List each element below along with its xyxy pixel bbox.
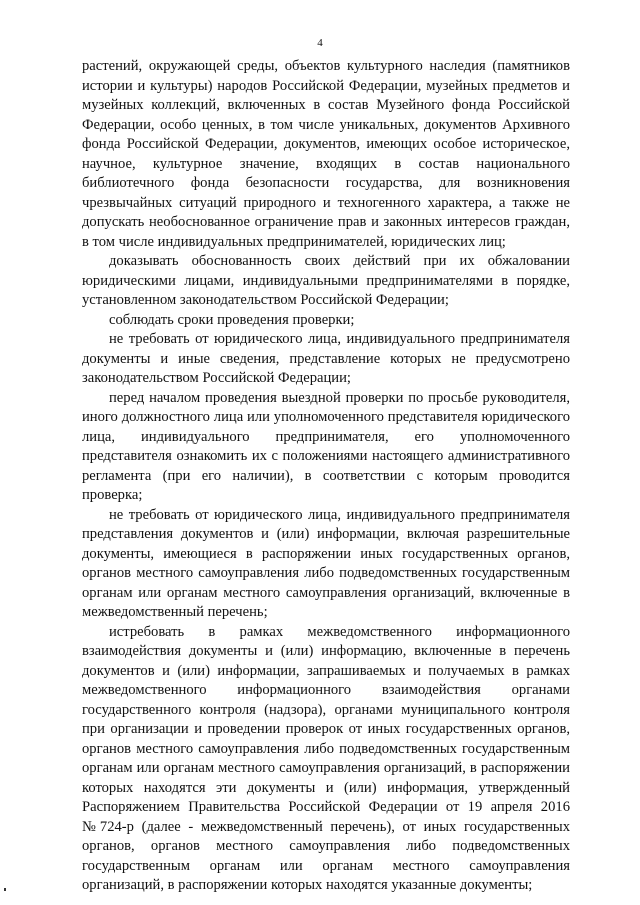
paragraph-inspection-deadlines: соблюдать сроки проведения проверки; [109, 311, 355, 328]
scan-artifact [4, 888, 6, 891]
paragraph-continuation: растений, окружающей среды, объектов культурного наследия (памятников истории и культуры) народов Российской Федерации, музейных предметов и музейных коллекций, включенных в состав Музейного фонда Российской Федерации, особо ценных, в том числе уникальных, документов Архивного фонда Российской Федерации, документов, имеющих особое историческое, научное, культурное значение, входящих в состав национального библиотечного фонда безопасности государства, для возникновения чрезвычайных ситуаций природного и техногенного характера, а также не допускать необоснованное ограничение прав и законных интересов граждан, в том числе индивидуальных предпринимателей, юридических лиц; [82, 58, 570, 250]
paragraph-justify-actions: доказывать обоснованность своих действий при их обжаловании юридическими лицами, индивидуальными предпринимателями в порядке, установленном законодательством Российской Федерации; [82, 253, 570, 308]
page-number: 4 [317, 37, 323, 49]
paragraph-familiarize-regulation: перед началом проведения выездной проверки по просьбе руководителя, иного должностного лица или уполномоченного представителя юридического лица, индивидуального предпринимателя, его уполномоченного представителя ознакомить их с положениями настоящего административного регламента (при его наличии), в соответствии с которым проводится проверка; [82, 389, 570, 503]
paragraph-no-extra-documents: не требовать от юридического лица, индивидуального предпринимателя документы и иные сведения, представление которых не предусмотрено законодательством Российской Федерации; [82, 331, 570, 386]
document-body [82, 57, 570, 896]
paragraph-no-interagency-documents: не требовать от юридического лица, индивидуального предпринимателя представления документов и (или) информации, включая разрешительные документы, имеющиеся в распоряжении иных государственных органов, органов местного самоуправления либо подведомственных государственным органам или органам местного самоуправления организаций, включенные в межведомственный перечень; [82, 506, 570, 620]
paragraph-request-interagency: истребовать в рамках межведомственного информационного взаимодействия документы и (или) информацию, включенные в перечень документов и (или) информации, запрашиваемых и получаемых в рамках межведомственного информационного взаимодействия органами государственного контроля (надзора), органами муниципального контроля при организации и проведении проверок от иных государственных органов, органов местного самоуправления либо подведомственных государственным органам или органам местного самоуправления организаций, в распоряжении которых находятся эти документы и (или) информация, утвержденный Распоряжением Правительства Российской Федерации от 19 апреля 2016 №724-р (далее - межведомственный перечень), от иных государственных органов, органов местного самоуправления либо подведомственных государственным органам или органам местного самоуправления организаций, в распоряжении которых находятся указанные документы; [82, 623, 570, 893]
